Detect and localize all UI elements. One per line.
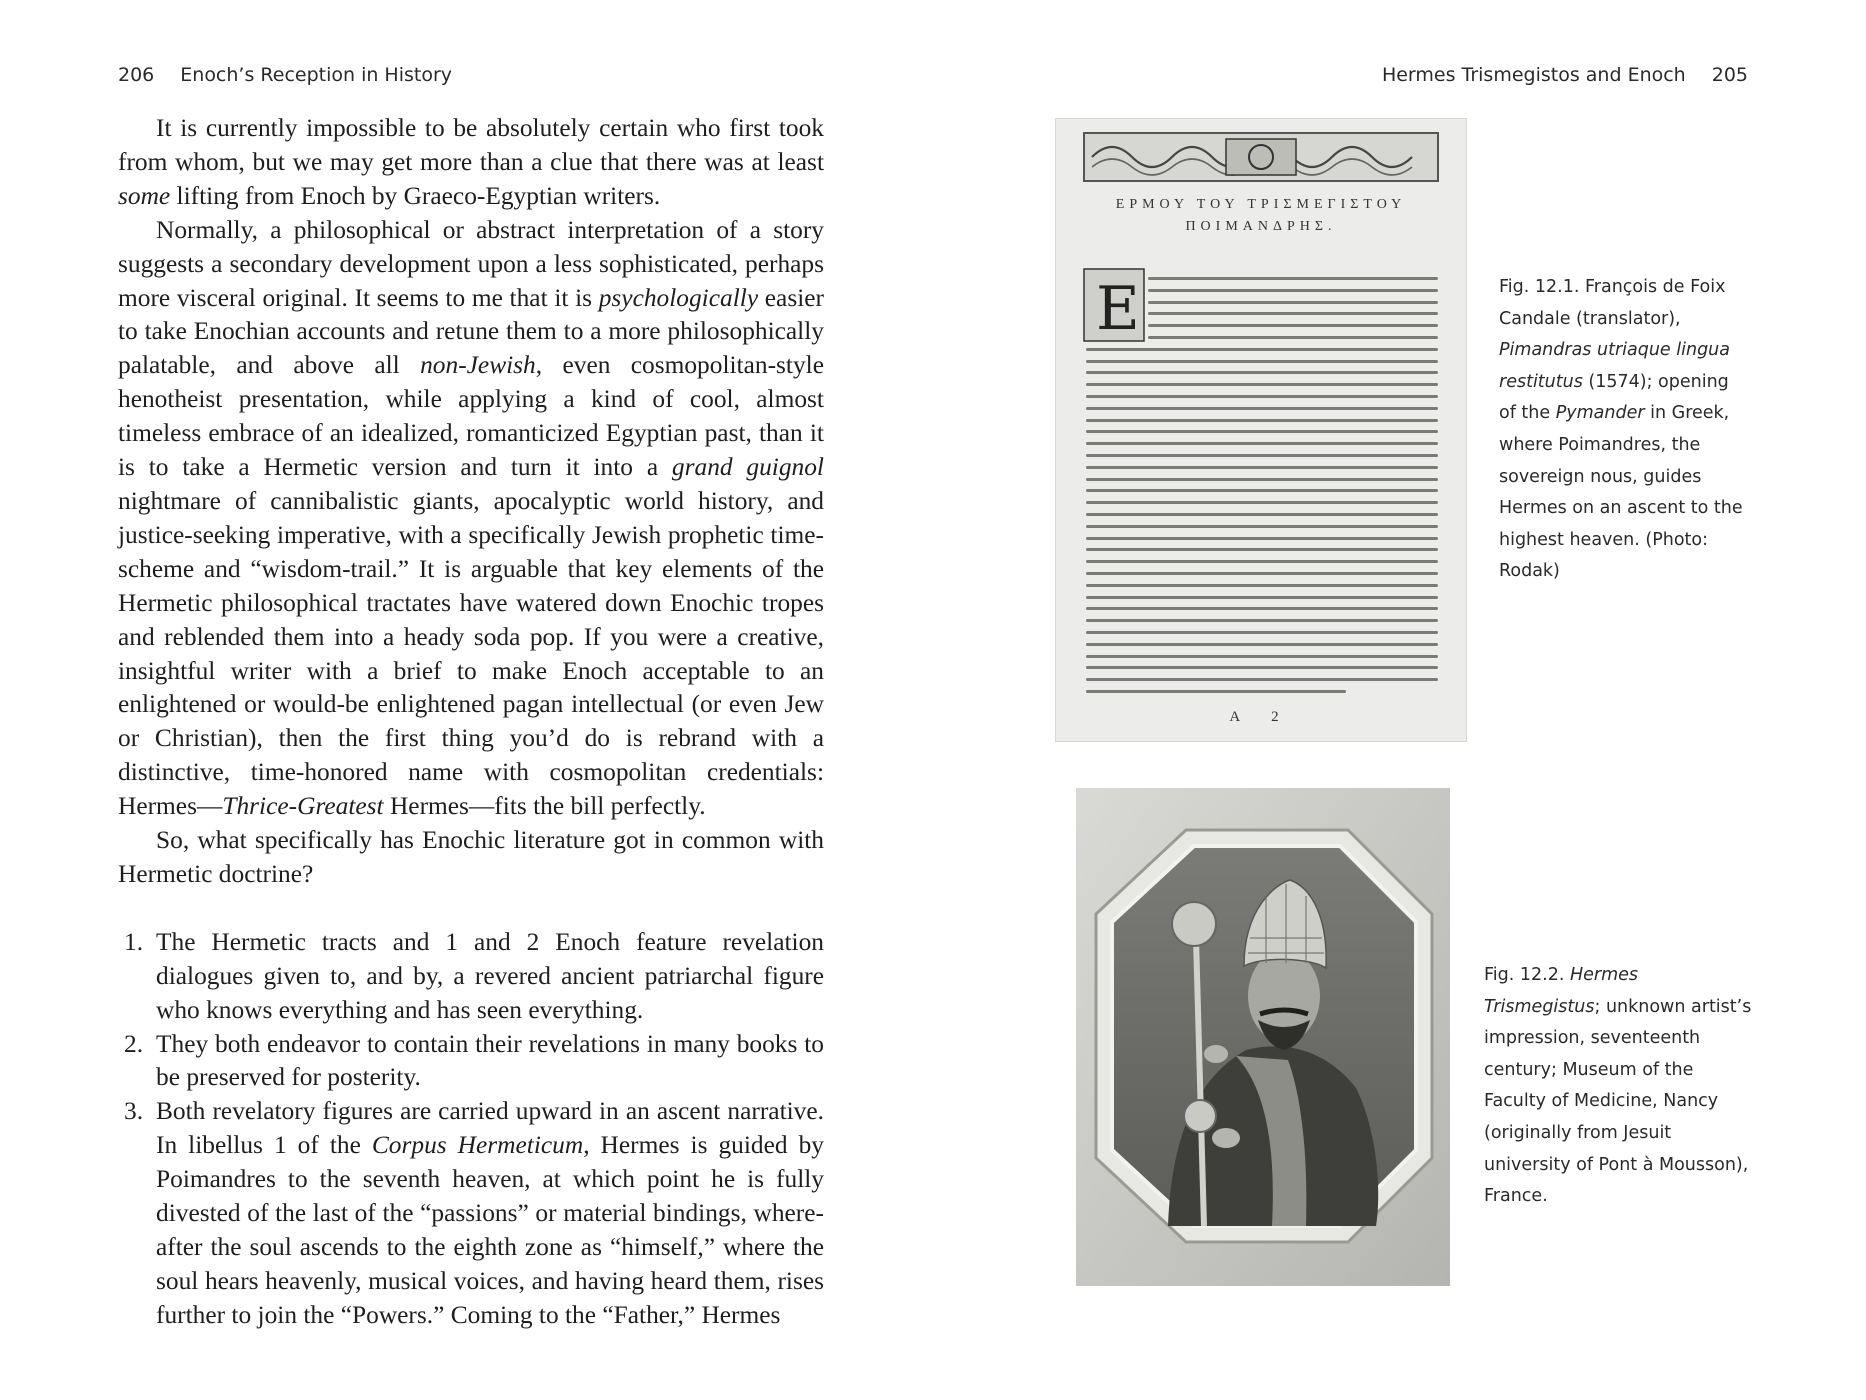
- greek-text-line: [1086, 596, 1438, 599]
- italic-run: some: [118, 181, 171, 210]
- greek-text-line: [1148, 289, 1438, 292]
- greek-text-line: [1086, 537, 1438, 540]
- text-run: The Hermetic tracts and 1 and 2 Enoch feature revelation dialogues given to, and by, a revered ancient patriarchal figure who knows everything and has seen everything.: [156, 927, 824, 1024]
- text-run: Fig. 12.2.: [1484, 965, 1570, 985]
- greek-text-line: [1086, 643, 1438, 646]
- numbered-list: [118, 926, 824, 1333]
- greek-text-line: [1086, 631, 1438, 634]
- page-number-left: 206: [118, 64, 155, 86]
- right-page: [933, 0, 1866, 1400]
- greek-text-line: [1086, 501, 1438, 504]
- paragraph: [118, 112, 824, 214]
- greek-text-line: [1086, 430, 1438, 433]
- list-item-number: 1.: [124, 927, 144, 956]
- text-run: Both revelatory figures are carried upward in an ascent narrative. In libellus 1 of the: [156, 1097, 824, 1160]
- text-run: lifting from Enoch by Graeco-Egyptian writers.: [170, 181, 661, 210]
- greek-title-line1: ΕΡΜΟΥ ΤΟΥ ΤΡΙΣΜΕΓΙΣΤΟΥ: [1115, 197, 1407, 212]
- text-run: It is currently impossible to be absolutely certain who first took from whom, but we may get more than a clue that there was at least: [118, 114, 824, 176]
- text-run: nightmare of cannibalistic giants, apocalyptic world history, and justice-seeking imperative, with a specifically Jewish prophetic time-scheme and “wisdom-trail.” It is arguable that key elements of the Hermetic philosophical tractates have watered down Enochic tropes and reblended them into a heady soda pop. If you were a creative, insightful writer with a brief to make Enoch acceptable to an enlightened or would-be enlightened pagan intellectual (or even Jew or Christian), then the first thing you’d do is rebrand with a distinctive, time-honored name with cosmopolitan credentials: Hermes—: [118, 486, 824, 821]
- running-head-title-left: Enoch’s Reception in History: [180, 64, 453, 86]
- paragraph: [118, 824, 824, 892]
- greek-text-line: [1086, 560, 1438, 563]
- greek-text-line: [1148, 312, 1438, 315]
- text-run: in Greek, where Poimandres, the sovereign nous, guides Hermes on an ascent to the highest heaven. (Photo: Rodak): [1499, 403, 1743, 582]
- greek-text-line: [1086, 454, 1438, 457]
- figure-hermes-portrait: [1076, 788, 1450, 1286]
- greek-text-line: [1148, 336, 1438, 339]
- greek-text-line: [1086, 690, 1346, 693]
- greek-text-line: [1086, 678, 1438, 681]
- text-run: , even cosmopolitan-style henotheist presentation, while applying a kind of cool, almost timeless embrace of an idealized, romanticized Egyptian past, than it is to take a Hermetic version and turn it into a: [118, 351, 824, 482]
- figure-greek-pymander-page: [1055, 118, 1467, 742]
- greek-text-line: [1086, 513, 1438, 516]
- text-run: , Hermes is guided by Poimandres to the seventh heaven, at which point he is fully divested of the last of the “passions” or material bindings, whereafter the soul ascends to the eighth zone as “himself,” where the soul hears heavenly, musical voices, and having heard them, rises further to join the “Powers.” Coming to the “Father,” Hermes: [156, 1131, 824, 1329]
- greek-text-line: [1086, 607, 1438, 610]
- italic-run: Hermes Trismegistus: [1484, 965, 1639, 1017]
- greek-text-line: [1086, 525, 1438, 528]
- list-item-text: [156, 1030, 824, 1092]
- figure-2-caption: [1484, 960, 1754, 1213]
- signature-mark: A 2: [1229, 709, 1293, 725]
- greek-text-line: [1086, 619, 1438, 622]
- greek-text-line: [1086, 395, 1438, 398]
- text-run: (1574); opening of the: [1499, 371, 1729, 424]
- greek-text-line: [1148, 324, 1438, 327]
- greek-text-line: [1086, 348, 1438, 351]
- list-item: [118, 1095, 824, 1332]
- italic-run: Corpus Hermeticum: [371, 1131, 584, 1160]
- paragraph: [118, 214, 824, 824]
- italic-run: non-Jewish: [420, 351, 536, 380]
- italic-run: psychologically: [598, 283, 759, 312]
- list-item-text: [156, 928, 824, 1024]
- page-number-right: 205: [1711, 64, 1748, 86]
- greek-text-line: [1086, 666, 1438, 669]
- greek-text-line: [1086, 655, 1438, 658]
- text-run: Fig. 12.1. François de Foix Candale (translator),: [1499, 277, 1726, 329]
- greek-text-line: [1086, 584, 1438, 587]
- greek-text-line: [1086, 442, 1438, 445]
- running-head-left: [118, 64, 452, 86]
- text-run: Normally, a philosophical or abstract interpretation of a story suggests a secondary development upon a less sophisticated, perhaps more visceral original. It seems to me that it is: [118, 215, 824, 312]
- list-item: [118, 1028, 824, 1096]
- text-run: easier to take Enochian accounts and retune them to a more philosophically palatable, and above all: [118, 283, 824, 380]
- greek-text-line: [1086, 360, 1438, 363]
- list-item: [118, 926, 824, 1028]
- text-run: Hermes—fits the bill perfectly.: [383, 792, 706, 821]
- figure-1-caption: [1499, 272, 1749, 588]
- greek-text-line: [1148, 277, 1438, 280]
- list-item-number: 3.: [124, 1097, 144, 1126]
- list-item-number: 2.: [124, 1029, 144, 1058]
- italic-run: Thrice-Greatest: [222, 792, 384, 821]
- italic-run: Pimandras utriaque lingua restitutus: [1499, 340, 1730, 392]
- greek-text-line: [1086, 478, 1438, 481]
- body-text: [118, 112, 824, 1333]
- text-run: So, what specifically has Enochic literature got in common with Hermetic doctrine?: [118, 826, 824, 888]
- svg-text:E: E: [1096, 274, 1140, 344]
- greek-text-line: [1086, 489, 1438, 492]
- greek-text-line: [1086, 383, 1438, 386]
- greek-text-line: [1086, 548, 1438, 551]
- text-run: They both endeavor to contain their revelations in many books to be preserved for posterity.: [156, 1029, 824, 1092]
- portrait-photo: [1076, 788, 1450, 1286]
- running-head-title-right: Hermes Trismegistos and Enoch: [1381, 64, 1686, 86]
- running-head-right: [1382, 64, 1748, 86]
- italic-run: grand guignol: [671, 453, 824, 482]
- text-run: ; unknown artist’s impression, seventeenth century; Museum of the Faculty of Medicine, Nancy (originally from Jesuit university of Pont à Mousson), France.: [1484, 996, 1752, 1207]
- greek-text-line: [1086, 572, 1438, 575]
- italic-run: Pymander: [1555, 403, 1645, 424]
- greek-text-line: [1086, 407, 1438, 410]
- greek-text-line: [1148, 301, 1438, 304]
- greek-text-line: [1086, 419, 1438, 422]
- list-item-text: [156, 1097, 824, 1328]
- greek-text-line: [1086, 466, 1438, 469]
- greek-title-line2: ΠΟΙΜΑΝΔΡΗΣ.: [1185, 219, 1337, 234]
- greek-text-line: [1086, 371, 1438, 374]
